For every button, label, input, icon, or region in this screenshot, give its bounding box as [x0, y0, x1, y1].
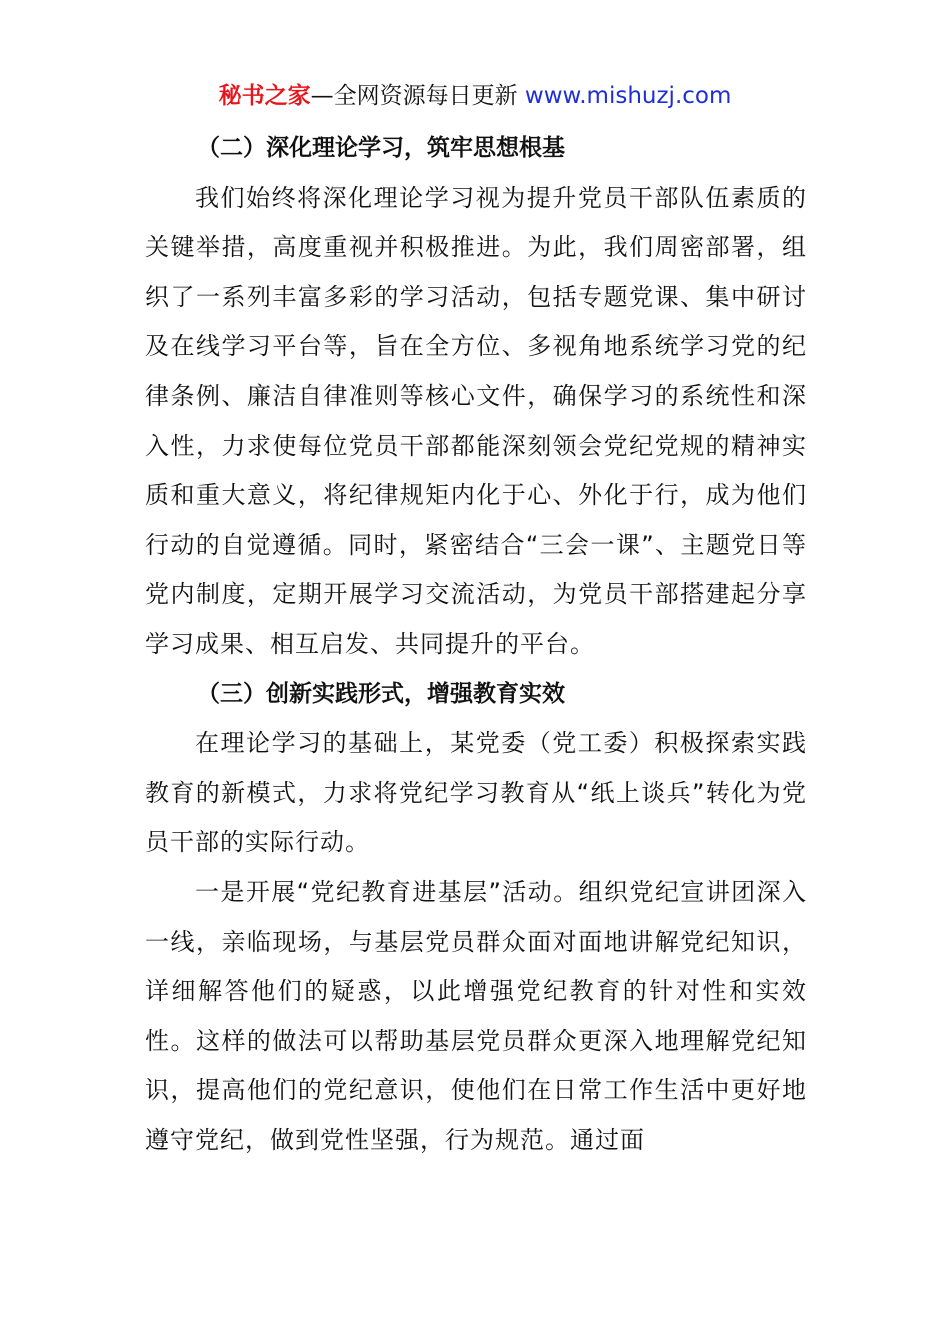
header-tagline: —全网资源每日更新: [310, 83, 518, 109]
paragraph: 我们始终将深化理论学习视为提升党员干部队伍素质的关键举措，高度重视并积极推进。为此，我们周密部署，组织了一系列丰富多彩的学习活动，包括专题党课、集中研讨及在线学习平台等，旨在全方位、多视角地系统学习党的纪律条例、廉洁自律准则等核心文件，确保学习的系统性和深入性，力求使每位党员干部都能深刻领会党纪党规的精神实质和重大意义，将纪律规矩内化于心、外化于行，成为他们行动的自觉遵循。同时，紧密结合“三会一课”、主题党日等党内制度，定期开展学习交流活动，为党员干部搭建起分享学习成果、相互启发、共同提升的平台。: [145, 183, 807, 658]
section-2: [145, 124, 807, 670]
paragraph: 在理论学习的基础上，某党委（党工委）积极探索实践教育的新模式，力求将党纪学习教育从“纸上谈兵”转化为党员干部的实际行动。: [145, 729, 807, 857]
brand-name: 秘书之家: [218, 83, 311, 109]
section-heading: （二）深化理论学习，筑牢思想根基: [197, 135, 565, 161]
document-body: [145, 124, 807, 1165]
section-3: [145, 670, 807, 1166]
paragraph: 一是开展“党纪教育进基层”活动。组织党纪宣讲团深入一线，亲临现场，与基层党员群众面对面地讲解党纪知识，详细解答他们的疑惑，以此增强党纪教育的针对性和实效性。这样的做法可以帮助基层党员群众更深入地理解党纪知识，提高他们的党纪意识，使他们在日常工作生活中更好地遵守党纪，做到党性坚强，行为规范。通过面: [145, 877, 807, 1154]
site-url-link[interactable]: www.mishuzj.com: [524, 83, 732, 109]
site-header: [0, 80, 950, 112]
section-heading: （三）创新实践形式，增强教育实效: [197, 680, 565, 707]
